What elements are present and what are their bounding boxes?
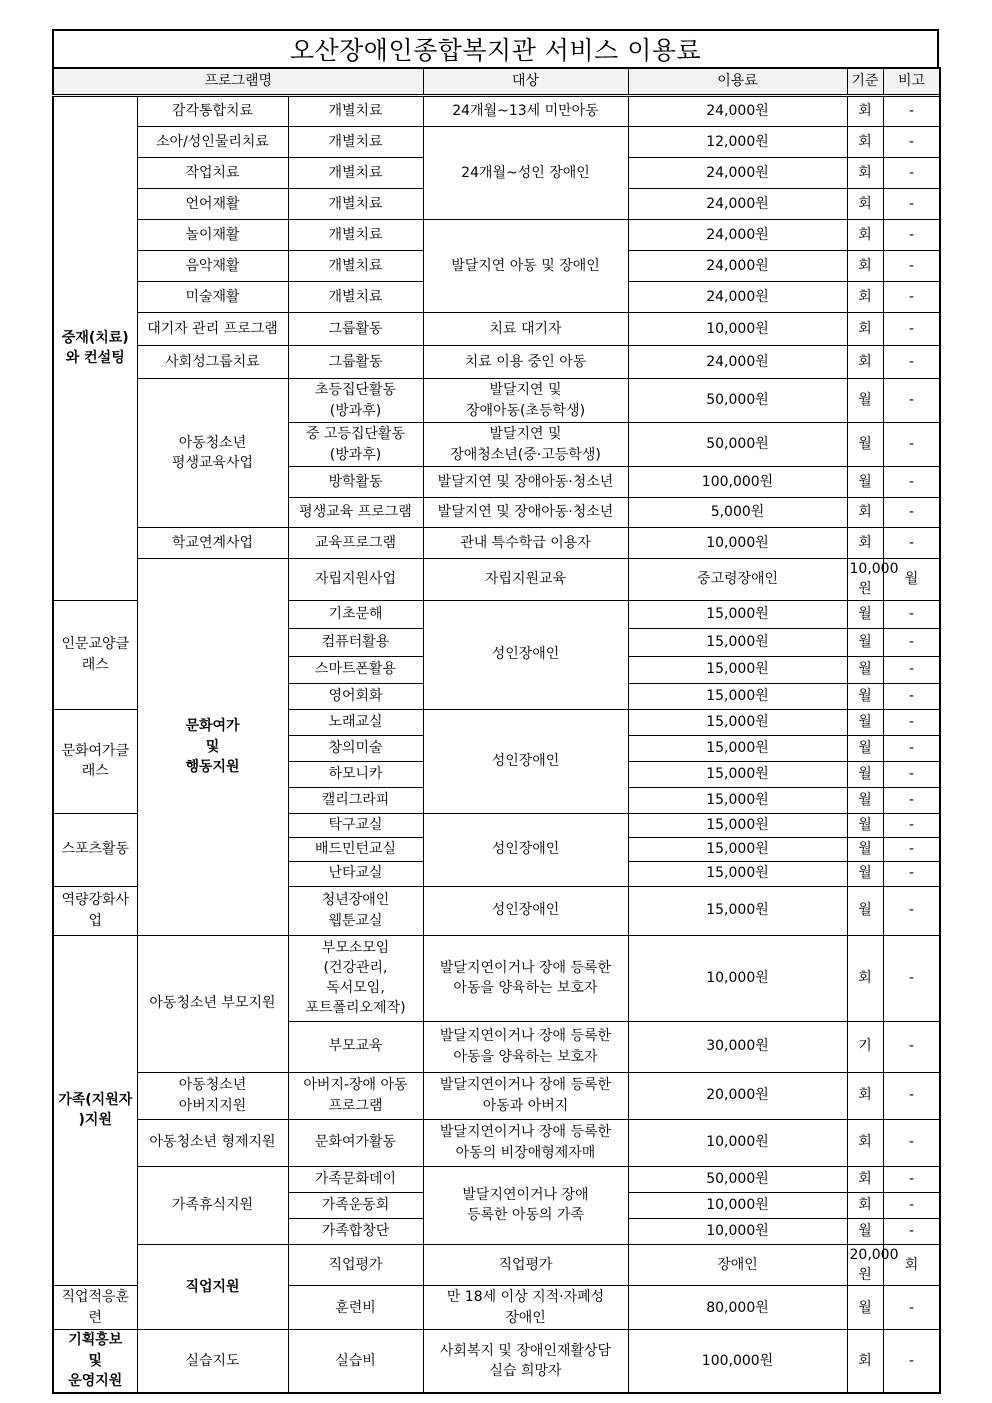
sub-program-cell: 가족운동회: [288, 1192, 423, 1218]
target-cell: 발달지연이거나 장애 등록한 아동의 비장애형제자매: [423, 1119, 628, 1166]
sub-program-cell: 가족합창단: [288, 1218, 423, 1244]
program-name-cell: 작업치료: [137, 158, 288, 189]
target-cell: 발달지연이거나 장애 등록한 아동의 가족: [423, 1166, 628, 1244]
program-name-cell: 대기자 관리 프로그램: [137, 313, 288, 346]
note-cell: -: [883, 683, 940, 709]
fee-cell: 24,000원: [628, 96, 847, 127]
table-row: [53, 1119, 940, 1166]
sub-program-cell: 노래교실: [288, 709, 423, 735]
note-cell: -: [883, 1330, 940, 1393]
category-cell: 가족(지원자 )지원: [53, 935, 137, 1286]
fee-cell: 15,000원: [628, 735, 847, 761]
program-name-cell: 문화여가클래스: [53, 709, 137, 813]
basis-cell: 회: [847, 189, 883, 220]
note-cell: -: [883, 528, 940, 559]
program-name-cell: 사회성그룹치료: [137, 346, 288, 379]
basis-cell: 회: [847, 127, 883, 158]
basis-cell: 회: [847, 251, 883, 282]
fee-cell: 15,000원: [628, 861, 847, 886]
note-cell: -: [883, 1021, 940, 1072]
note-cell: -: [883, 886, 940, 935]
basis-cell: 회: [883, 1244, 940, 1286]
target-cell: 24개월~13세 미만아동: [423, 96, 628, 127]
program-name-cell: 아동청소년 부모지원: [137, 935, 288, 1072]
target-cell: 발달지연 및 장애아동·청소년: [423, 467, 628, 498]
sub-program-cell: 스마트폰활용: [288, 656, 423, 683]
category-cell: 중재(치료) 와 컨설팅: [53, 96, 137, 601]
target-cell: 사회복지 및 장애인재활상담 실습 희망자: [423, 1330, 628, 1393]
basis-cell: 월: [883, 559, 940, 601]
program-name-cell: 미술재활: [137, 282, 288, 313]
basis-cell: 회: [847, 346, 883, 379]
sub-program-cell: 개별치료: [288, 251, 423, 282]
note-cell: -: [883, 837, 940, 861]
note-cell: -: [883, 1072, 940, 1119]
fee-cell: 50,000원: [628, 423, 847, 467]
category-cell: 기획홍보 및 운영지원: [53, 1330, 137, 1393]
sub-program-cell: 난타교실: [288, 861, 423, 886]
fee-cell: 50,000원: [628, 379, 847, 423]
basis-cell: 월: [847, 379, 883, 423]
fee-cell: 24,000원: [628, 189, 847, 220]
basis-cell: 회: [847, 220, 883, 251]
basis-cell: 월: [847, 813, 883, 837]
target-cell: 발달지연이거나 장애 등록한 아동을 양육하는 보호자: [423, 1021, 628, 1072]
table-row: [53, 346, 940, 379]
fee-cell: 24,000원: [628, 220, 847, 251]
target-cell: 발달지연 아동 및 장애인: [423, 220, 628, 313]
program-name-cell: 직업적응훈련: [53, 1286, 137, 1330]
fee-cell: 20,000원: [628, 1072, 847, 1119]
basis-cell: 월: [847, 886, 883, 935]
basis-cell: 월: [847, 1286, 883, 1330]
fee-document: [52, 29, 939, 1394]
basis-cell: 월: [847, 467, 883, 498]
basis-cell: 회: [847, 158, 883, 189]
note-cell: -: [883, 1166, 940, 1192]
fee-cell: 15,000원: [628, 656, 847, 683]
note-cell: -: [883, 761, 940, 787]
note-cell: -: [883, 251, 940, 282]
basis-cell: 회: [847, 1072, 883, 1119]
note-cell: -: [883, 709, 940, 735]
sub-program-cell: 개별치료: [288, 220, 423, 251]
header-note: 비고: [883, 68, 940, 96]
target-cell: 발달지연이거나 장애 등록한 아동과 아버지: [423, 1072, 628, 1119]
sub-program-cell: 교육프로그램: [288, 528, 423, 559]
basis-cell: 기: [847, 1021, 883, 1072]
sub-program-cell: 방학활동: [288, 467, 423, 498]
sub-program-cell: 실습비: [288, 1330, 423, 1393]
header-program: 프로그램명: [53, 68, 423, 96]
target-cell: 발달지연이거나 장애 등록한 아동을 양육하는 보호자: [423, 935, 628, 1021]
sub-program-cell: 탁구교실: [288, 813, 423, 837]
sub-program-cell: 가족문화데이: [288, 1166, 423, 1192]
note-cell: -: [883, 735, 940, 761]
table-row: [53, 935, 940, 1021]
basis-cell: 월: [847, 423, 883, 467]
program-name-cell: 인문교양클래스: [53, 600, 137, 709]
target-cell: 발달지연 및 장애아동(초등학생): [423, 379, 628, 423]
note-cell: -: [883, 379, 940, 423]
note-cell: -: [883, 1286, 940, 1330]
note-cell: -: [883, 656, 940, 683]
program-name-cell: 스포츠활동: [53, 813, 137, 886]
sub-program-cell: 캘리그라피: [288, 787, 423, 813]
program-name-cell: 아동청소년 형제지원: [137, 1119, 288, 1166]
sub-program-cell: 개별치료: [288, 189, 423, 220]
sub-program-cell: 자립지원교육: [423, 559, 628, 601]
header-fee: 이용료: [628, 68, 847, 96]
program-name-cell: 가족휴식지원: [137, 1166, 288, 1244]
sub-program-cell: 개별치료: [288, 282, 423, 313]
fee-cell: 24,000원: [628, 251, 847, 282]
fee-cell: 10,000원: [628, 1119, 847, 1166]
target-cell: 치료 대기자: [423, 313, 628, 346]
basis-cell: 회: [847, 498, 883, 528]
table-row: [53, 127, 940, 158]
sub-program-cell: 직업평가: [423, 1244, 628, 1286]
fee-cell: 15,000원: [628, 683, 847, 709]
target-cell: 중고령장애인: [628, 559, 847, 601]
program-name-cell: 아동청소년 아버지지원: [137, 1072, 288, 1119]
basis-cell: 회: [847, 528, 883, 559]
note-cell: -: [883, 282, 940, 313]
note-cell: -: [883, 787, 940, 813]
target-cell: 장애인: [628, 1244, 847, 1286]
note-cell: -: [883, 467, 940, 498]
fee-cell: 15,000원: [628, 761, 847, 787]
target-cell: 성인장애인: [423, 813, 628, 886]
table-row: [53, 220, 940, 251]
sub-program-cell: 훈련비: [288, 1286, 423, 1330]
target-cell: 관내 특수학급 이용자: [423, 528, 628, 559]
sub-program-cell: 청년장애인 웹툰교실: [288, 886, 423, 935]
sub-program-cell: 개별치료: [288, 127, 423, 158]
program-name-cell: 언어재활: [137, 189, 288, 220]
sub-program-cell: 배드민턴교실: [288, 837, 423, 861]
table-row: [53, 559, 940, 601]
sub-program-cell: 개별치료: [288, 158, 423, 189]
sub-program-cell: 개별치료: [288, 96, 423, 127]
note-cell: -: [883, 935, 940, 1021]
note-cell: -: [883, 158, 940, 189]
target-cell: 만 18세 이상 지적·자폐성 장애인: [423, 1286, 628, 1330]
fee-cell: 15,000원: [628, 709, 847, 735]
fee-cell: 100,000원: [628, 1330, 847, 1393]
fee-cell: 30,000원: [628, 1021, 847, 1072]
fee-cell: 10,000원: [847, 559, 883, 601]
basis-cell: 월: [847, 787, 883, 813]
note-cell: -: [883, 220, 940, 251]
basis-cell: 회: [847, 935, 883, 1021]
basis-cell: 회: [847, 313, 883, 346]
note-cell: -: [883, 628, 940, 656]
sub-program-cell: 평생교육 프로그램: [288, 498, 423, 528]
target-cell: 성인장애인: [423, 600, 628, 709]
table-row: [53, 1072, 940, 1119]
note-cell: -: [883, 189, 940, 220]
program-name-cell: 소아/성인물리치료: [137, 127, 288, 158]
note-cell: -: [883, 498, 940, 528]
fee-cell: 20,000원: [847, 1244, 883, 1286]
sub-program-cell: 초등집단활동 (방과후): [288, 379, 423, 423]
fee-cell: 80,000원: [628, 1286, 847, 1330]
document-title: 오산장애인종합복지관 서비스 이용료: [52, 29, 939, 67]
note-cell: -: [883, 313, 940, 346]
fee-table: [52, 67, 941, 1394]
program-name-cell: 놀이재활: [137, 220, 288, 251]
fee-cell: 15,000원: [628, 600, 847, 628]
table-row: [53, 1244, 940, 1286]
sub-program-cell: 아버지-장애 아동 프로그램: [288, 1072, 423, 1119]
sub-program-cell: 그룹활동: [288, 313, 423, 346]
table-row: [53, 528, 940, 559]
table-header-row: [53, 68, 940, 96]
fee-cell: 24,000원: [628, 346, 847, 379]
program-name-cell: 감각통합치료: [137, 96, 288, 127]
sub-program-cell: 영어회화: [288, 683, 423, 709]
note-cell: -: [883, 96, 940, 127]
sub-program-cell: 컴퓨터활용: [288, 628, 423, 656]
basis-cell: 회: [847, 1330, 883, 1393]
note-cell: -: [883, 813, 940, 837]
program-name-cell: 실습지도: [137, 1330, 288, 1393]
note-cell: -: [883, 1218, 940, 1244]
fee-cell: 24,000원: [628, 158, 847, 189]
table-row: [53, 379, 940, 423]
fee-cell: 10,000원: [628, 1218, 847, 1244]
note-cell: -: [883, 127, 940, 158]
basis-cell: 월: [847, 761, 883, 787]
basis-cell: 월: [847, 709, 883, 735]
sub-program-cell: 하모니카: [288, 761, 423, 787]
sub-program-cell: 그룹활동: [288, 346, 423, 379]
fee-cell: 10,000원: [628, 935, 847, 1021]
note-cell: -: [883, 1192, 940, 1218]
fee-cell: 12,000원: [628, 127, 847, 158]
basis-cell: 회: [847, 1119, 883, 1166]
table-row: [53, 1166, 940, 1192]
table-row: [53, 1330, 940, 1393]
basis-cell: 월: [847, 861, 883, 886]
target-cell: 성인장애인: [423, 886, 628, 935]
basis-cell: 회: [847, 1192, 883, 1218]
target-cell: 치료 이용 중인 아동: [423, 346, 628, 379]
note-cell: -: [883, 1119, 940, 1166]
fee-cell: 100,000원: [628, 467, 847, 498]
basis-cell: 회: [847, 1166, 883, 1192]
table-row: [53, 96, 940, 127]
sub-program-cell: 문화여가활동: [288, 1119, 423, 1166]
program-name-cell: 음악재활: [137, 251, 288, 282]
sub-program-cell: 창의미술: [288, 735, 423, 761]
note-cell: -: [883, 600, 940, 628]
program-name-cell: 자립지원사업: [288, 559, 423, 601]
note-cell: -: [883, 861, 940, 886]
fee-cell: 5,000원: [628, 498, 847, 528]
target-cell: 발달지연 및 장애아동·청소년: [423, 498, 628, 528]
category-cell: 문화여가 및 행동지원: [137, 559, 288, 936]
note-cell: -: [883, 346, 940, 379]
header-target: 대상: [423, 68, 628, 96]
basis-cell: 월: [847, 600, 883, 628]
target-cell: 24개월~성인 장애인: [423, 127, 628, 220]
category-cell: 직업지원: [137, 1244, 288, 1330]
fee-cell: 10,000원: [628, 528, 847, 559]
basis-cell: 월: [847, 683, 883, 709]
fee-cell: 50,000원: [628, 1166, 847, 1192]
table-row: [53, 313, 940, 346]
fee-cell: 15,000원: [628, 813, 847, 837]
program-name-cell: 아동청소년 평생교육사업: [137, 379, 288, 528]
fee-cell: 15,000원: [628, 787, 847, 813]
fee-cell: 24,000원: [628, 282, 847, 313]
sub-program-cell: 중 고등집단활동 (방과후): [288, 423, 423, 467]
sub-program-cell: 부모교육: [288, 1021, 423, 1072]
program-name-cell: 역량강화사업: [53, 886, 137, 935]
basis-cell: 월: [847, 837, 883, 861]
sub-program-cell: 부모소모임 (건강관리, 독서모임, 포트폴리오제작): [288, 935, 423, 1021]
fee-cell: 10,000원: [628, 1192, 847, 1218]
fee-cell: 15,000원: [628, 837, 847, 861]
fee-cell: 15,000원: [628, 886, 847, 935]
program-name-cell: 학교연계사업: [137, 528, 288, 559]
fee-cell: 10,000원: [628, 313, 847, 346]
note-cell: -: [883, 423, 940, 467]
basis-cell: 회: [847, 282, 883, 313]
target-cell: 성인장애인: [423, 709, 628, 813]
program-name-cell: 직업평가: [288, 1244, 423, 1286]
basis-cell: 월: [847, 735, 883, 761]
basis-cell: 월: [847, 1218, 883, 1244]
fee-cell: 15,000원: [628, 628, 847, 656]
basis-cell: 월: [847, 656, 883, 683]
basis-cell: 회: [847, 96, 883, 127]
header-basis: 기준: [847, 68, 883, 96]
sub-program-cell: 기초문해: [288, 600, 423, 628]
basis-cell: 월: [847, 628, 883, 656]
target-cell: 발달지연 및 장애청소년(중·고등학생): [423, 423, 628, 467]
